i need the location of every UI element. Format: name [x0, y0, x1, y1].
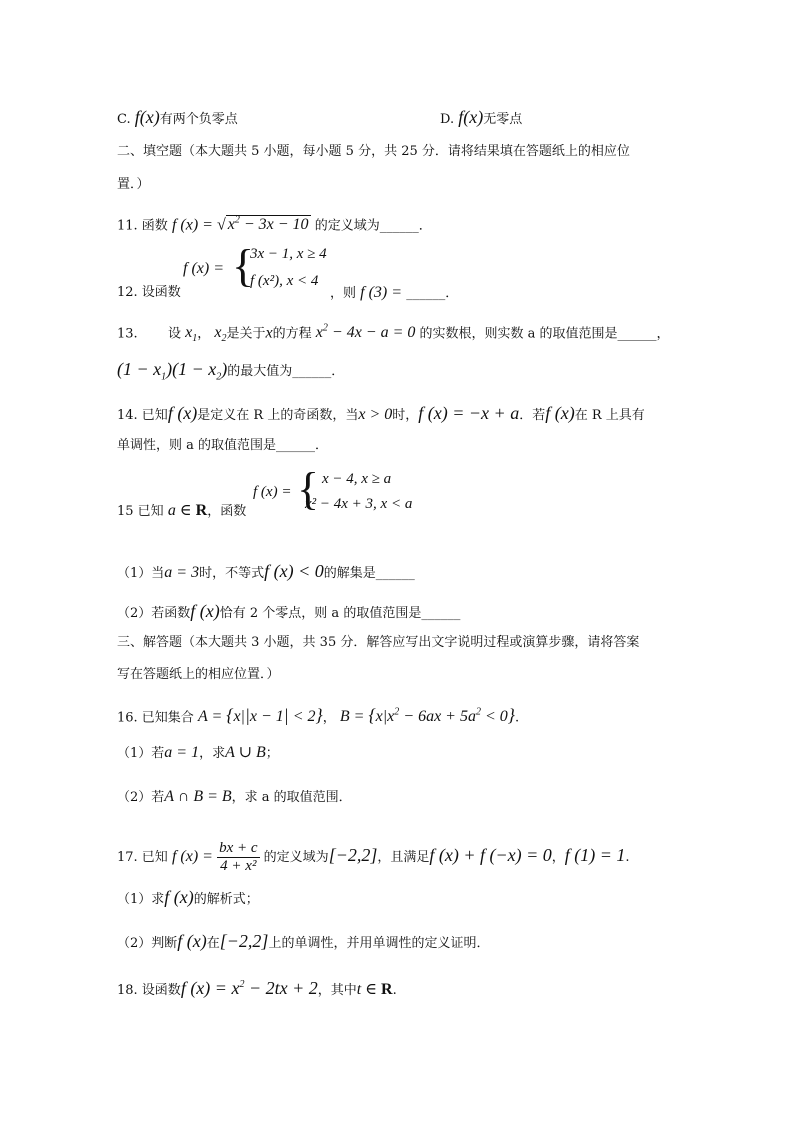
- option-c-math: f(x): [134, 107, 160, 127]
- question-13-line2: [117, 360, 344, 387]
- q12-brace: {: [232, 240, 255, 291]
- q17-odd: f (x) + f (−x) = 0: [429, 845, 552, 865]
- q17-t2: ，且满足: [377, 850, 430, 865]
- q15-sub1c: 的解集是______: [323, 566, 415, 581]
- q17-fx: f (x) =: [171, 848, 213, 865]
- q15-sub2-text: （2）若函数: [117, 606, 191, 621]
- q14-t2: 时，: [392, 408, 419, 423]
- q14-fx2: f (x): [545, 403, 575, 423]
- option-c: [117, 108, 238, 129]
- q15-a3: a = 3: [164, 564, 200, 581]
- q13-product: $(1 - x_1)(1 - x_2)$: [117, 359, 228, 383]
- q16-sub2: [117, 788, 352, 807]
- option-d: [440, 108, 522, 129]
- q15-a-in-r: a ∈ R: [167, 502, 208, 519]
- q13-x2: $x_2$: [214, 324, 227, 345]
- q17-sub1: [117, 888, 259, 909]
- q16-sub1b: ，求: [199, 746, 226, 761]
- q12-lhs: f (x) =: [183, 260, 224, 277]
- q13-t3: 是关于: [226, 326, 266, 342]
- section-3-line2: 写在答题纸上的相应位置．）: [117, 667, 280, 682]
- q14-t4: 在 R 上具有: [574, 408, 645, 423]
- q16-a1: a = 1: [164, 744, 200, 761]
- q15-sub2: [117, 602, 460, 623]
- section-2-line1: 二、填空题（本大题共 5 小题，每小题 5 分，共 25 分．请将结果填在答题纸上的相应位: [117, 144, 630, 159]
- q17-sub2-text: （2）判断: [117, 936, 178, 951]
- q17-sub2b: 在: [206, 936, 220, 951]
- q17-sub1-text: （1）求: [117, 892, 165, 907]
- q12-f3: f (3) =: [360, 284, 403, 301]
- question-13: [117, 320, 670, 349]
- q17-sub2-domain: [−2,2]: [219, 931, 269, 951]
- q14-t3: ．若: [519, 408, 546, 423]
- q14-def: f (x) = −x + a: [418, 403, 520, 423]
- q13-t5: 的实数根，则实数 a 的取值范围是______，: [419, 326, 670, 342]
- q15-sub1-text: （1）当: [117, 566, 165, 581]
- q15-brace: {: [297, 463, 320, 514]
- q14-cond: x > 0: [358, 406, 393, 423]
- q15-num: 15 已知: [117, 504, 164, 519]
- q13-x1: $x_1$: [185, 324, 198, 345]
- section-3-line1: 三、解答题（本大题共 3 小题，共 35 分．解答应写出文字说明过程或演算步骤，请将答案: [117, 635, 640, 650]
- question-17: 17. 已知 f (x) = $\frac{bx + c}{\text{4 + x²}}$ 的定义域为[−2,2]，且满足f (x) + f (−x) = 0，f (1) = 1.: [117, 840, 630, 874]
- q17-sub1b: 的解析式；: [193, 892, 259, 907]
- q17-sub2c: 上的单调性，并用单调性的定义证明．: [268, 936, 490, 951]
- q13-equation: $x^2 - 4x - a = 0$: [315, 323, 416, 342]
- q12-text1: ，则: [330, 286, 357, 301]
- q12-piece2: f (x²), x < 4: [250, 273, 319, 289]
- q15-fx: f (x): [190, 601, 220, 621]
- option-d-math: f(x): [458, 107, 484, 127]
- q14-line2: 单调性，则 a 的取值范围是______．: [117, 438, 329, 453]
- question-18: 18. 设函数f $(x) = x^2 - 2tx + 2$，其中t ∈ R.: [117, 978, 397, 998]
- q18-def: f $(x) = x^2 - 2tx + 2$: [180, 978, 318, 998]
- q18-num: 18. 设函数: [117, 983, 181, 998]
- q17-fraction: [217, 840, 259, 875]
- q15-piece1: x − 4, x ≥ a: [322, 471, 392, 487]
- q17-sub1-fx: f (x): [164, 887, 194, 907]
- q15-piece2: x² − 4x + 3, x < a: [305, 496, 413, 512]
- q16-set-b: $B = \{x|x^2 - 6ax + 5a^2 < 0\}$: [339, 705, 515, 726]
- q16-sub2b: ，求 a 的取值范围．: [231, 790, 352, 805]
- q17-sub2: [117, 932, 489, 953]
- q12-tail: [330, 284, 458, 303]
- q18-t-in-r: t ∈ R: [356, 981, 393, 998]
- q15-ineq: f (x) < 0: [264, 561, 324, 581]
- q14-t1: 是定义在 R 上的奇函数，当: [197, 408, 359, 423]
- q17-sub2-fx: f (x): [177, 931, 207, 951]
- q12-text2: ______．: [406, 286, 459, 301]
- q11-text: 的定义域为______．: [314, 218, 432, 234]
- q15-sub1: [117, 562, 415, 583]
- q17-frac-num: bx + c: [219, 840, 258, 856]
- option-c-label: C.: [117, 112, 131, 127]
- question-11: [117, 212, 432, 235]
- q15-lhs: f (x) =: [253, 484, 292, 500]
- q17-num: 17. 已知: [117, 850, 168, 865]
- q11-formula: f (x) = √ $x^2 - 3x - 10$: [171, 215, 309, 234]
- q15-sub1b: 时，不等式: [199, 566, 265, 581]
- q16-intersect: A ∩ B = B: [164, 788, 232, 805]
- section-2-line2: 置．）: [117, 177, 150, 192]
- q16-sub1: [117, 744, 279, 763]
- q17-f1: f (1) = 1: [564, 845, 626, 865]
- option-c-text: 有两个负零点: [159, 112, 238, 127]
- q16-sub1-text: （1）若: [117, 746, 165, 761]
- q16-num: 16. 已知集合: [117, 710, 194, 726]
- q15-t1: ，函数: [207, 504, 247, 519]
- q17-frac-den: 4 + x²: [220, 858, 257, 874]
- q11-num: 11. 函数: [117, 218, 168, 234]
- q13-x: x: [265, 324, 273, 342]
- question-15: [117, 502, 246, 521]
- q17-domain: [−2,2]: [328, 845, 378, 865]
- question-16: 16. 已知集合 A = {x||x − 1| < 2}， $B = \{x|x^2 - 6ax + 5a^2 < 0\}$.: [117, 705, 520, 726]
- q17-t1: 的定义域为: [263, 850, 329, 865]
- q15-sub2b: 恰有 2 个零点，则 a 的取值范围是______: [219, 606, 461, 621]
- q14-num: 14. 已知: [117, 408, 168, 423]
- q12-piece1: 3x − 1, x ≥ 4: [250, 246, 327, 262]
- q16-union: A ∪ B: [225, 744, 266, 761]
- q13-t4: 的方程: [272, 326, 312, 342]
- question-14: [117, 404, 645, 425]
- q13-t1: 设: [167, 326, 181, 342]
- q13-num: 13.: [117, 326, 138, 342]
- q14-fx: f (x): [167, 403, 198, 423]
- q13-line2: 的最大值为______．: [227, 364, 345, 379]
- q18-t1: ，其中: [317, 983, 357, 998]
- q16-set-a: A = {x||x − 1| < 2}: [197, 705, 323, 726]
- q13-t2: ，: [197, 326, 211, 342]
- q16-sub1c: ；: [265, 746, 279, 761]
- option-d-text: 无零点: [483, 112, 523, 127]
- q16-sub2-text: （2）若: [117, 790, 165, 805]
- option-d-label: D.: [440, 112, 455, 127]
- q12-num: 12. 设函数: [117, 285, 181, 300]
